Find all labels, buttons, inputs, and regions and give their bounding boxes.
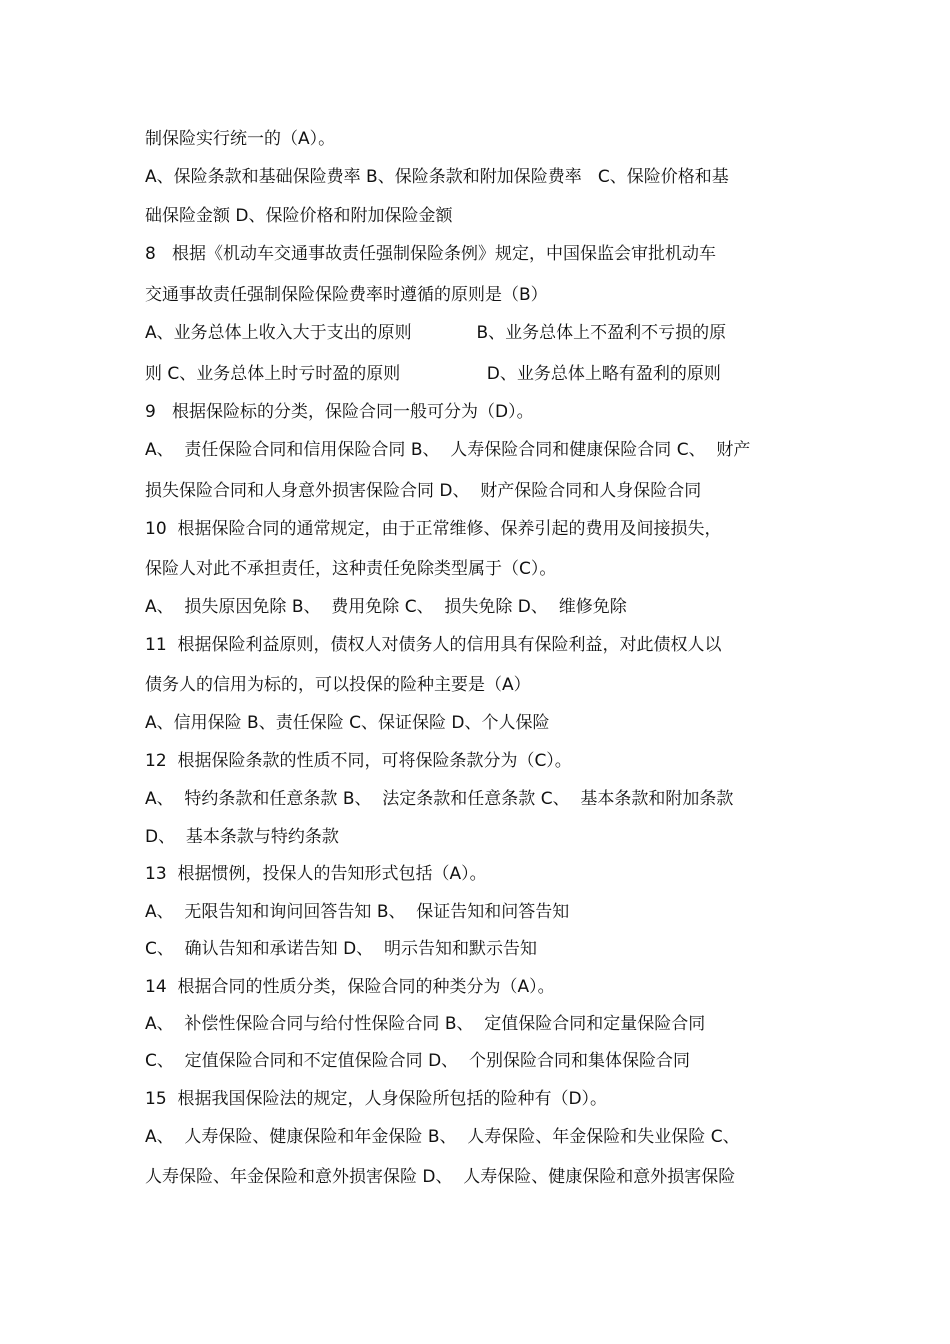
text-line: 12 根据保险条款的性质不同，可将保险条款分为（C）。 (145, 751, 572, 771)
text-line: 11 根据保险利益原则，债权人对债务人的信用具有保险利益，对此债权人以 (145, 635, 722, 655)
text-line: 15 根据我国保险法的规定，人身保险所包括的险种有（D）。 (145, 1089, 608, 1109)
text-line: 则 C、业务总体上时亏时盈的原则 D、业务总体上略有盈利的原则 (145, 364, 721, 384)
text-line: 制保险实行统一的（A）。 (145, 129, 336, 149)
text-line: D、 基本条款与特约条款 (145, 827, 339, 847)
text-line: 9 根据保险标的分类，保险合同一般可分为（D）。 (145, 402, 534, 422)
text-line: A、 特约条款和任意条款 B、 法定条款和任意条款 C、 基本条款和附加条款 (145, 789, 734, 809)
text-line: A、信用保险 B、责任保险 C、保证保险 D、个人保险 (145, 713, 550, 733)
text-line: A、 补偿性保险合同与给付性保险合同 B、 定值保险合同和定量保险合同 (145, 1014, 706, 1034)
text-line: 13 根据惯例，投保人的告知形式包括（A）。 (145, 864, 487, 884)
text-line: 保险人对此不承担责任，这种责任免除类型属于（C）。 (145, 559, 557, 579)
text-line: 人寿保险、年金保险和意外损害保险 D、 人寿保险、健康保险和意外损害保险 (145, 1167, 736, 1187)
text-line: A、保险条款和基础保险费率 B、保险条款和附加保险费率 C、保险价格和基 (145, 167, 729, 187)
text-line: 8 根据《机动车交通事故责任强制保险条例》规定，中国保监会审批机动车 (145, 244, 717, 264)
text-line: A、业务总体上收入大于支出的原则 B、业务总体上不盈利不亏损的原 (145, 323, 727, 343)
text-line: A、 人寿保险、健康保险和年金保险 B、 人寿保险、年金保险和失业保险 C、 (145, 1127, 740, 1147)
text-line: 交通事故责任强制保险保险费率时遵循的原则是（B） (145, 285, 548, 305)
text-line: C、 定值保险合同和不定值保险合同 D、 个别保险合同和集体保险合同 (145, 1051, 690, 1071)
text-line: 10 根据保险合同的通常规定，由于正常维修、保养引起的费用及间接损失， (145, 519, 722, 539)
text-line: 础保险金额 D、保险价格和附加保险金额 (145, 206, 453, 226)
text-line: 损失保险合同和人身意外损害保险合同 D、 财产保险合同和人身保险合同 (145, 481, 702, 501)
text-line: C、 确认告知和承诺告知 D、 明示告知和默示告知 (145, 939, 537, 959)
text-line: 债务人的信用为标的，可以投保的险种主要是（A） (145, 675, 531, 695)
text-line: A、 无限告知和询问回答告知 B、 保证告知和问答告知 (145, 902, 570, 922)
text-line: A、 责任保险合同和信用保险合同 B、 人寿保险合同和健康保险合同 C、 财产 (145, 440, 751, 460)
text-line: 14 根据合同的性质分类，保险合同的种类分为（A）。 (145, 977, 555, 997)
text-line: A、 损失原因免除 B、 费用免除 C、 损失免除 D、 维修免除 (145, 597, 627, 617)
